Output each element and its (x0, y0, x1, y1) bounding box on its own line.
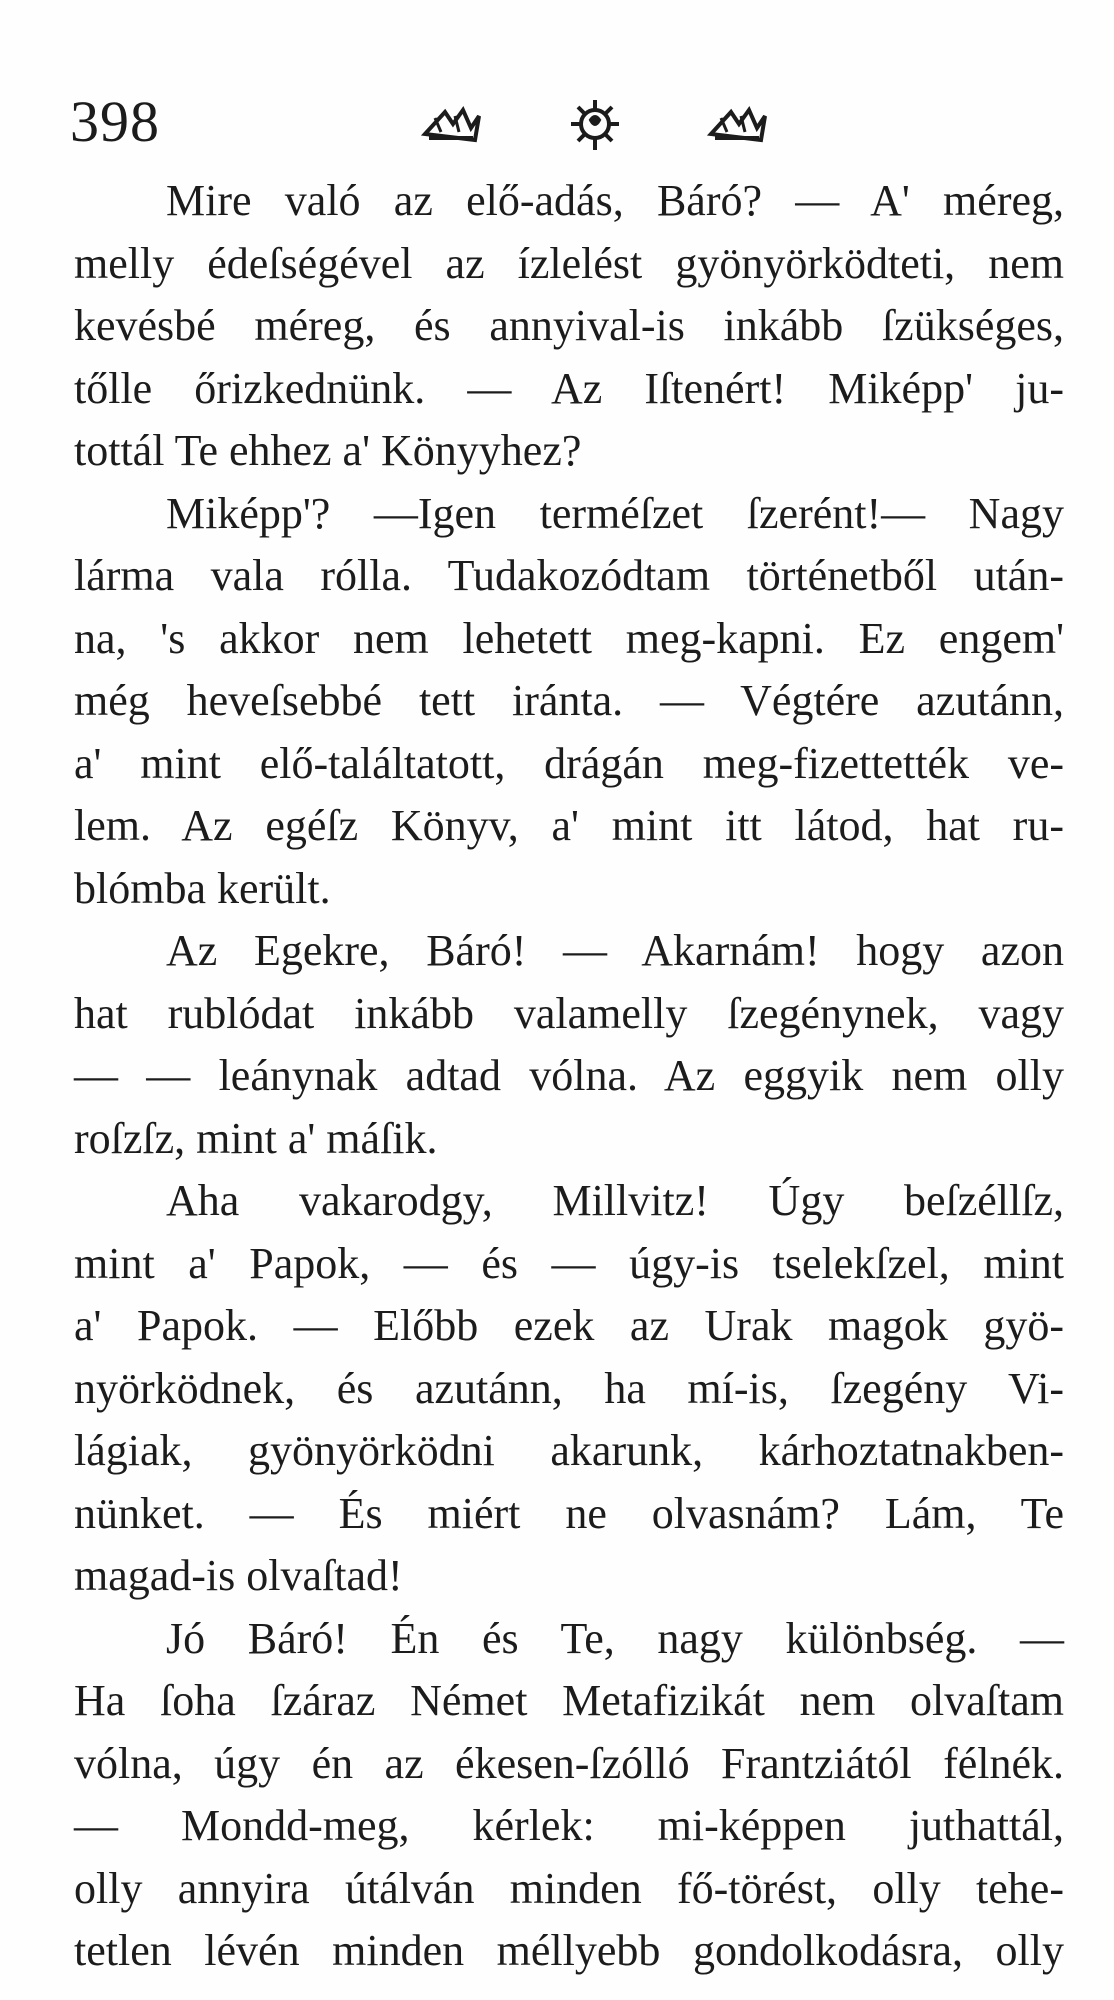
text-line: tottál Te ehhez a' Könyyhez? (74, 426, 582, 475)
text-line: — — leánynak adtad vólna. Az eggyik nem olly (74, 1051, 1064, 1100)
paragraph-3 (74, 920, 1064, 1170)
text-line: a' Papok. — Előbb ezek az Urak magok gyö- (74, 1301, 1064, 1350)
text-line: tőlle őrizkednünk. — Az Iſtenért! Miképp' ju- (74, 363, 1064, 413)
body-text (74, 170, 1064, 1983)
fleuron-ornament-icon (415, 94, 775, 154)
text-line: Ha ſoha ſzáraz Német Metafizikát nem olvaſtam (74, 1676, 1064, 1725)
text-line: roſzſz, mint a' máſik. (74, 1113, 438, 1163)
text-line: melly édeſségével az ízlelést gyönyörködteti, nem (74, 238, 1064, 288)
text-line: még heveſsebbé tett iránta. — Végtére azutánn, (74, 676, 1064, 725)
text-line: — Mondd-meg, kérlek: mi-képpen juthattál, (74, 1801, 1064, 1850)
text-line: Jó Báró! Én és Te, nagy különbség. — (166, 1613, 1064, 1663)
text-line: lárma vala rólla. Tudakozódtam történetből után- (74, 551, 1064, 600)
paragraph-4 (74, 1170, 1064, 1608)
text-line: nyörködnek, és azutánn, ha mí-is, ſzegény Vi- (74, 1363, 1064, 1413)
text-line: kevésbé méreg, és annyival-is inkább ſzükséges, (74, 301, 1064, 350)
text-line: Az Egekre, Báró! — Akarnám! hogy azon (166, 926, 1064, 975)
text-line: nünket. — És miért ne olvasnám? Lám, Te (74, 1488, 1064, 1538)
text-line: Miképp'? —Igen terméſzet ſzerént!— Nagy (166, 488, 1064, 538)
text-line: magad-is olvaſtad! (74, 1551, 403, 1600)
page-number: 398 (70, 89, 160, 154)
paragraph-1 (74, 170, 1064, 483)
text-line: hat rublódat inkább valamelly ſzegénynek, vagy (74, 988, 1064, 1038)
text-line: Mire való az elő-adás, Báró? — A' méreg, (166, 176, 1064, 225)
text-line: olly annyira útálván minden fő-törést, olly tehe- (74, 1863, 1064, 1913)
text-line: mint a' Papok, — és — úgy-is tselekſzel, mint (74, 1238, 1064, 1288)
text-line: na, 's akkor nem lehetett meg-kapni. Ez engem' (74, 613, 1064, 663)
text-line: blómba került. (74, 863, 331, 913)
text-line: vólna, úgy én az ékesen-ſzólló Frantziától félnék. (74, 1738, 1064, 1788)
paragraph-2 (74, 483, 1064, 921)
page-header (70, 88, 1070, 168)
paragraph-5 (74, 1608, 1064, 1983)
text-line: lem. Az egéſz Könyv, a' mint itt látod, hat ru- (74, 801, 1064, 850)
text-line: a' mint elő-találtatott, drágán meg-fizettették ve- (74, 738, 1064, 788)
text-line: tetlen lévén minden méllyebb gondolkodásra, olly (74, 1926, 1064, 1975)
text-line: lágiak, gyönyörködni akarunk, kárhoztatnakben- (74, 1426, 1064, 1475)
text-line: Aha vakarodgy, Millvitz! Úgy beſzéllſz, (166, 1176, 1064, 1225)
